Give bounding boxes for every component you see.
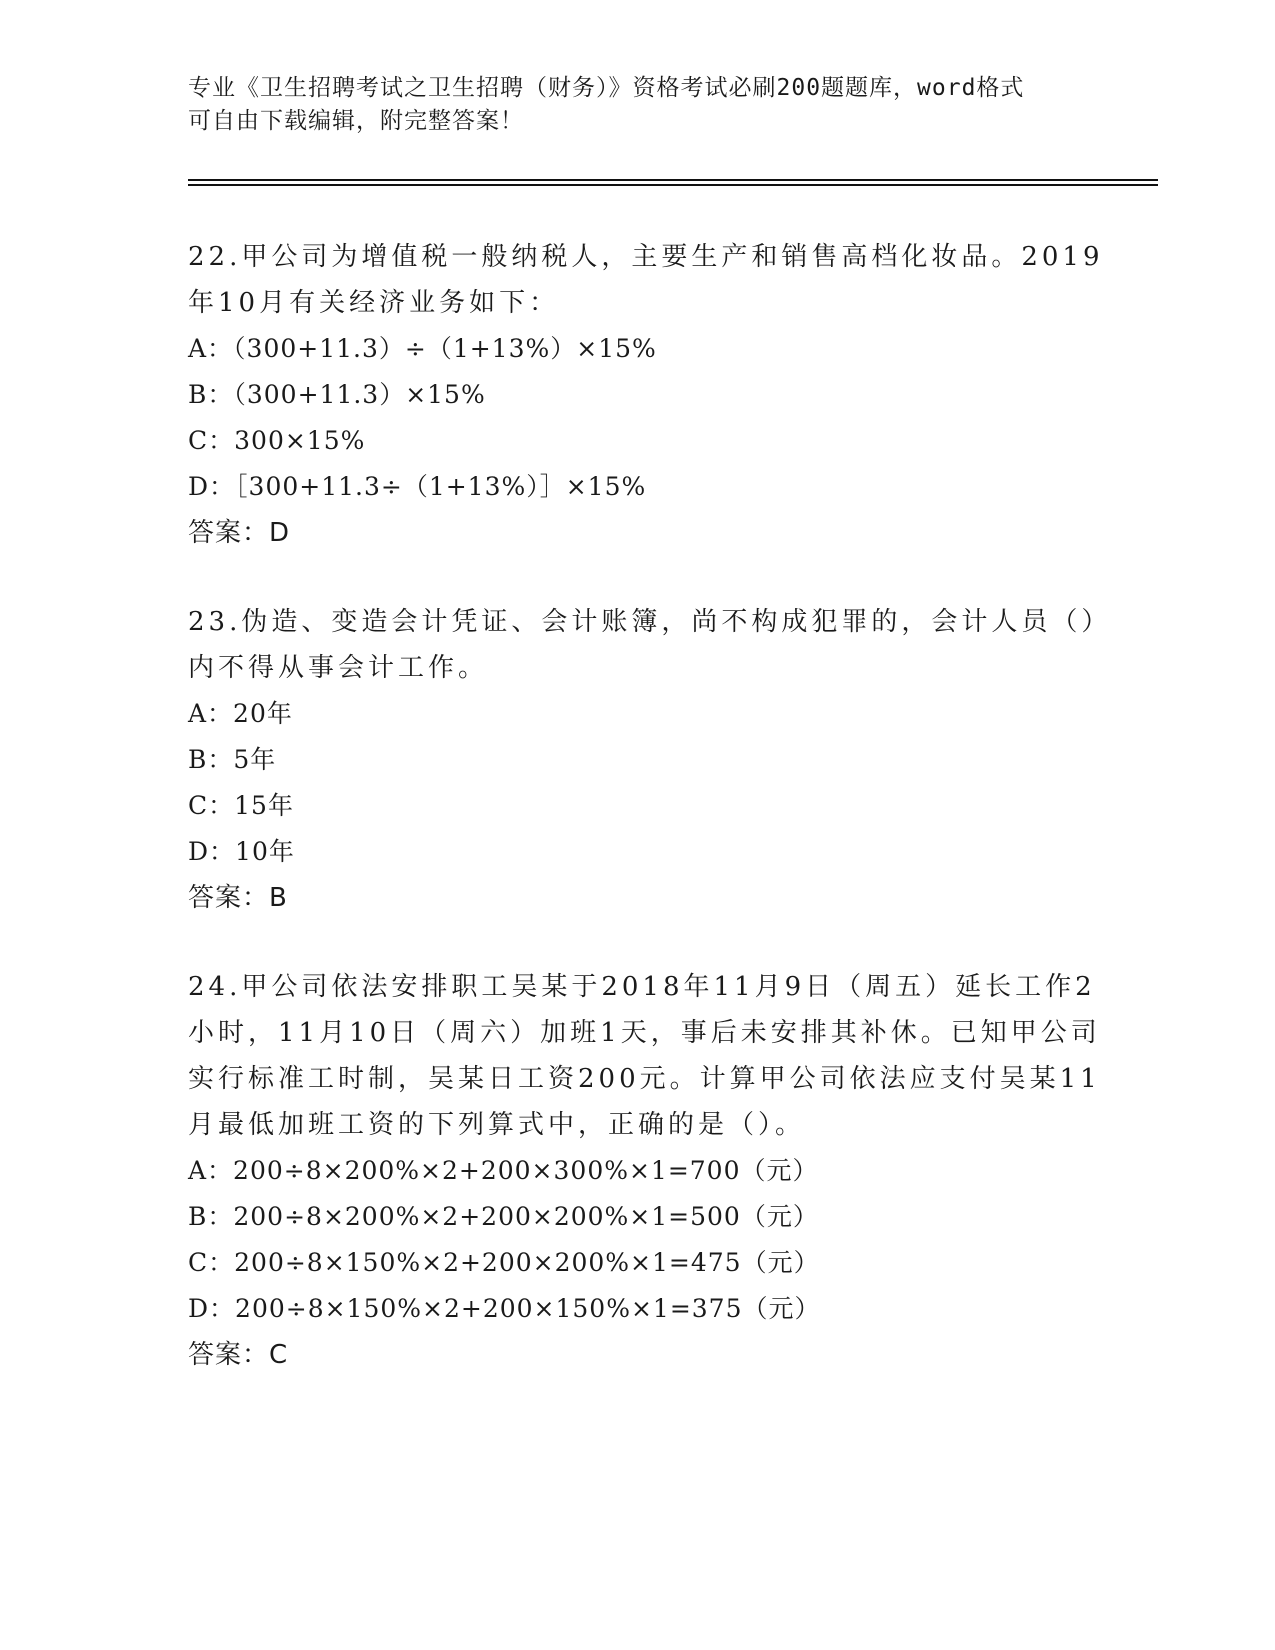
option-a: A：（300+11.3）÷（1+13%）×15% bbox=[188, 334, 657, 363]
option-c: C：15年 bbox=[188, 791, 294, 820]
header-line-2: 可自由下载编辑，附完整答案！ bbox=[188, 108, 524, 134]
question-stem-line: 实行标准工时制，吴某日工资200元。计算甲公司依法应支付吴某11 bbox=[188, 1064, 1101, 1094]
question-stem-line: 24.甲公司依法安排职工吴某于2018年11月9日（周五）延长工作2 bbox=[188, 972, 1096, 1002]
header-divider-bottom bbox=[188, 184, 1158, 186]
question-24 bbox=[188, 964, 1101, 1378]
answer: 答案：D bbox=[188, 518, 291, 548]
option-d: D：200÷8×150%×2+200×150%×1=375（元） bbox=[188, 1294, 821, 1323]
question-stem-line: 23.伪造、变造会计凭证、会计账簿，尚不构成犯罪的，会计人员（） bbox=[188, 607, 1112, 637]
header-line-1: 专业《卫生招聘考试之卫生招聘（财务）》资格考试必刷200题题库，word格式 bbox=[188, 75, 1025, 101]
option-b: B：200÷8×200%×2+200×200%×1=500（元） bbox=[188, 1202, 819, 1231]
question-23 bbox=[188, 599, 1112, 921]
question-stem-line: 内不得从事会计工作。 bbox=[188, 653, 489, 683]
question-stem-line: 月最低加班工资的下列算式中，正确的是（）。 bbox=[188, 1110, 806, 1140]
option-b: B：5年 bbox=[188, 745, 277, 774]
option-c: C：200÷8×150%×2+200×200%×1=475（元） bbox=[188, 1248, 820, 1277]
header-divider-top bbox=[188, 179, 1158, 181]
option-c: C：300×15% bbox=[188, 426, 366, 455]
option-b: B：（300+11.3）×15% bbox=[188, 380, 486, 409]
option-d: D：［300+11.3÷（1+13%）］×15% bbox=[188, 472, 647, 501]
answer: 答案：B bbox=[188, 883, 288, 913]
question-22 bbox=[188, 234, 1104, 556]
document-header bbox=[188, 72, 1088, 138]
question-stem-line: 22.甲公司为增值税一般纳税人，主要生产和销售高档化妆品。2019 bbox=[188, 242, 1104, 272]
answer: 答案：C bbox=[188, 1340, 289, 1370]
option-d: D：10年 bbox=[188, 837, 295, 866]
option-a: A：20年 bbox=[188, 699, 293, 728]
question-stem-line: 小时，11月10日（周六）加班1天，事后未安排其补休。已知甲公司 bbox=[188, 1018, 1101, 1048]
question-stem-line: 年10月有关经济业务如下： bbox=[188, 288, 560, 318]
option-a: A：200÷8×200%×2+200×300%×1=700（元） bbox=[188, 1156, 819, 1185]
